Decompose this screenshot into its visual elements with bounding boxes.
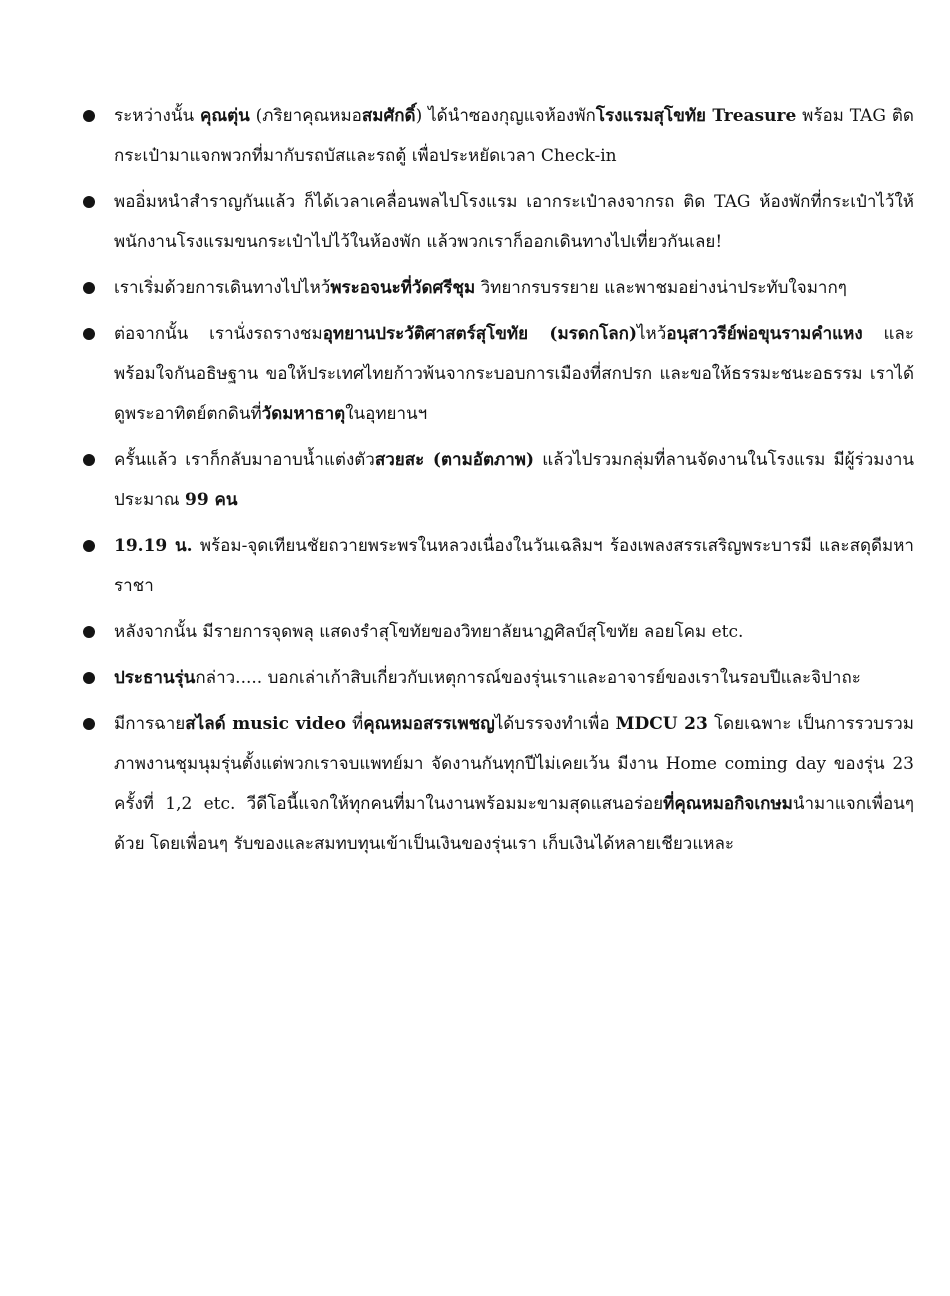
text-run: ต่อจากนั้น เรานั่งรถรางชม	[114, 324, 323, 344]
list-item	[82, 314, 914, 434]
paragraph-text	[114, 106, 914, 166]
text-run: ไหว้	[637, 324, 667, 344]
paragraph-text	[114, 324, 914, 424]
text-run: วิทยากรบรรยาย และพาชมอย่างน่าประทับใจมากๆ	[475, 278, 847, 298]
bullet-dot-icon	[83, 328, 95, 340]
text-run: และพร้อมใจกันอธิษฐาน ขอให้ประเทศไทยก้าวพ้นจากระบอบการเมืองที่สกปรก และขอให้ธรรมะชนะอธรรม เราได้ดูพระอาทิตย์ตกดินที่	[114, 324, 914, 424]
bold-text: อุทยานประวัติศาสตร์สุโขทัย (มรดกโลก)	[322, 324, 637, 344]
text-run: กล่าว..... บอกเล่าเก้าสิบเกี่ยวกับเหตุการณ์ของรุ่นเราและอาจารย์ของเราในรอบปีและจิปาถะ	[195, 668, 861, 688]
text-run: (ภริยาคุณหมอ	[249, 106, 362, 126]
bold-text: โรงแรมสุโขทัย Treasure	[595, 106, 797, 126]
bold-text: สวยสะ (ตามอัตภาพ)	[374, 450, 535, 470]
bold-text: สมศักดิ์	[361, 106, 416, 126]
text-run: พออิ่มหนำสำราญกันแล้ว ก็ได้เวลาเคลื่อนพลไปโรงแรม เอากระเป๋าลงจากรถ ติด TAG ห้องพักที่กระเป๋าไว้ให้พนักงานโรงแรมขนกระเป๋าไปไว้ในห้องพัก แล้วพวกเราก็ออกเดินทางไปเที่ยวกันเลย!	[114, 192, 914, 252]
paragraph-text	[114, 192, 914, 252]
text-run: มีการฉาย	[114, 714, 186, 734]
bold-text: พระอจนะที่วัดศรีชุม	[330, 278, 476, 298]
text-run: โดยเฉพาะ เป็นการรวบรวมภาพงานชุมนุมรุ่นตั้งแต่พวกเราจบแพทย์มา จัดงานกันทุกปีไม่เคยเว้น มีงาน Home coming day ของรุ่น 23 ครั้งที่ 1,2 etc. วีดีโอนี้แจกให้ทุกคนที่มาในงานพร้อมมะขามสุดแสนอร่อย	[114, 714, 914, 814]
bullet-dot-icon	[83, 110, 95, 122]
bold-text: 99 คน	[184, 490, 238, 510]
text-run: ) ได้นำซองกุญแจห้องพัก	[415, 106, 596, 126]
paragraph-text	[114, 668, 861, 688]
text-run: นำมาแจกเพื่อนๆ ด้วย โดยเพื่อนๆ รับของและสมทบทุนเข้าเป็นเงินของรุ่นเรา เก็บเงินได้หลายเชียวแหละ	[114, 794, 914, 854]
text-run: ในอุทยานฯ	[345, 404, 428, 424]
list-item	[82, 658, 914, 698]
list-item	[82, 526, 914, 606]
text-run: ระหว่างนั้น	[114, 106, 200, 126]
bold-text: ประธานรุ่น	[114, 668, 196, 688]
bullet-dot-icon	[83, 540, 95, 552]
list-item	[82, 182, 914, 262]
list-item	[82, 612, 914, 652]
bullet-dot-icon	[83, 672, 95, 684]
bold-text: ที่คุณหมอกิจเกษม	[663, 794, 793, 814]
list-item	[82, 96, 914, 176]
bold-text: สไลด์ music video	[185, 714, 346, 734]
paragraph-text	[114, 536, 914, 596]
text-run: พร้อม-จุดเทียนชัยถวายพระพรในหลวงเนื่องในวันเฉลิมฯ ร้องเพลงสรรเสริญพระบารมี และสดุดีมหาราชา	[114, 536, 914, 596]
text-run: เราเริ่มด้วยการเดินทางไปไหว้	[114, 278, 331, 298]
text-run: แล้วไปรวมกลุ่มที่ลานจัดงานในโรงแรม มีผู้ร่วมงานประมาณ	[114, 450, 914, 510]
paragraph-text	[114, 278, 847, 298]
bullet-dot-icon	[83, 196, 95, 208]
paragraph-text	[114, 714, 914, 854]
bullet-list	[82, 96, 914, 864]
text-run: พร้อม TAG ติดกระเป๋ามาแจกพวกที่มากับรถบัสและรถตู้ เพื่อประหยัดเวลา Check-in	[114, 106, 914, 166]
bullet-dot-icon	[83, 282, 95, 294]
list-item	[82, 440, 914, 520]
list-item	[82, 268, 914, 308]
text-run: ครั้นแล้ว เราก็กลับมาอาบน้ำแต่งตัว	[114, 450, 375, 470]
bullet-dot-icon	[83, 718, 95, 730]
paragraph-text	[114, 622, 743, 642]
bold-text: คุณหมอสรรเพชญ	[363, 714, 495, 734]
bold-text: MDCU 23	[615, 714, 708, 734]
bullet-dot-icon	[83, 626, 95, 638]
bold-text: 19.19 น.	[114, 536, 193, 556]
bold-text: วัดมหาธาตุ	[261, 404, 346, 424]
text-run: หลังจากนั้น มีรายการจุดพลุ แสดงรำสุโขทัยของวิทยาลัยนาฏศิลป์สุโขทัย ลอยโคม etc.	[114, 622, 744, 642]
paragraph-text	[114, 450, 914, 510]
text-run: ได้บรรจงทำเพื่อ	[494, 714, 616, 734]
text-run: ที่	[345, 714, 364, 734]
bold-text: คุณตุ่น	[199, 106, 250, 126]
bold-text: อนุสาวรีย์พ่อขุนรามคำแหง	[666, 324, 863, 344]
list-item	[82, 704, 914, 864]
bullet-dot-icon	[83, 454, 95, 466]
